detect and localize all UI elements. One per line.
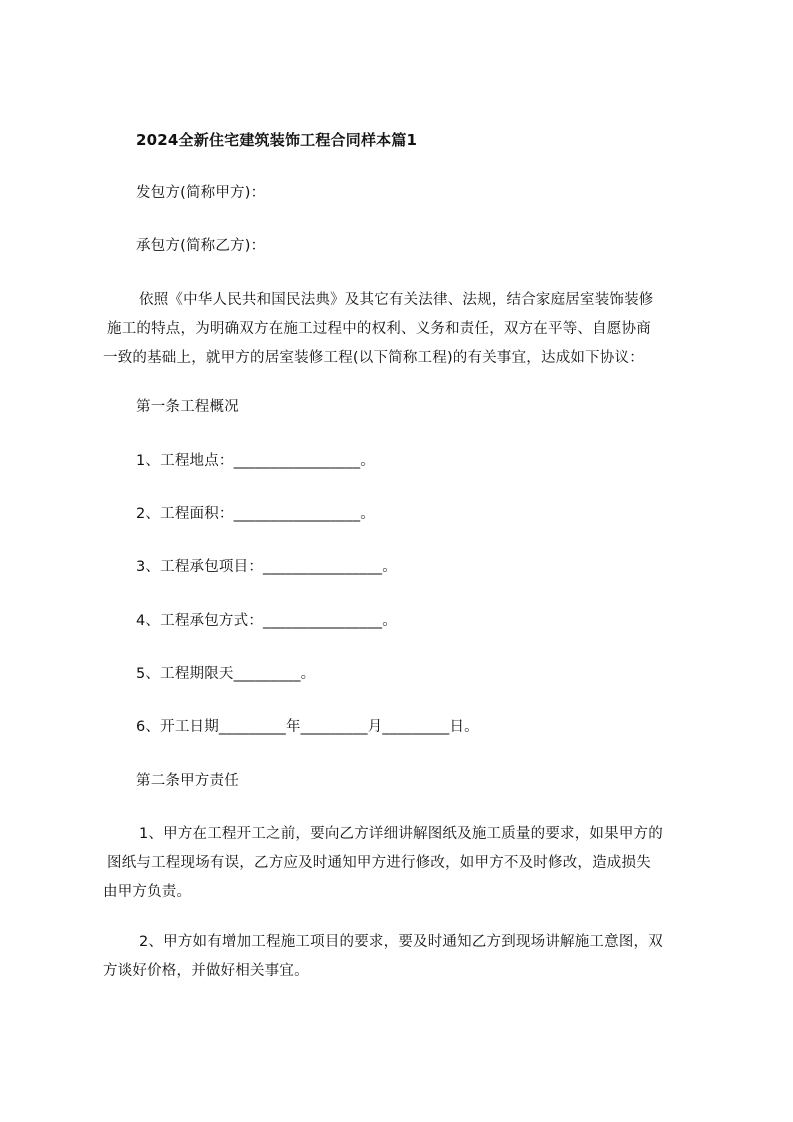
article-1-item-2: 2、工程面积：_________________。 [136, 506, 375, 522]
article-1-heading: 第一条工程概况 [136, 399, 239, 415]
party-a-label: 发包方(简称甲方)： [136, 185, 266, 201]
preamble-line-3: 一致的基础上，就甲方的居室装修工程(以下简称工程)的有关事宜，达成如下协议： [103, 350, 644, 366]
article-1-item-1: 1、工程地点：_________________。 [136, 453, 375, 469]
party-b-label: 承包方(简称乙方)： [136, 238, 266, 254]
article-1-item-6: 6、开工日期_________年_________月_________日。 [136, 719, 479, 735]
article-2-clause-1-line-2: 图纸与工程现场有误，乙方应及时通知甲方进行修改，如甲方不及时修改，造成损失 [107, 855, 651, 871]
preamble-line-2: 施工的特点，为明确双方在施工过程中的权利、义务和责任，双方在平等、自愿协商 [107, 321, 651, 337]
article-1-item-5: 5、工程期限天_________。 [136, 666, 316, 682]
article-2-clause-2-line-2: 方谈好价格，并做好相关事宜。 [103, 963, 309, 979]
article-1-item-3: 3、工程承包项目：________________。 [136, 559, 397, 575]
article-2-clause-1-line-1: 1、甲方在工程开工之前，要向乙方详细讲解图纸及施工质量的要求，如果甲方的 [139, 826, 663, 842]
article-2-clause-2-line-1: 2、甲方如有增加工程施工项目的要求，要及时通知乙方到现场讲解施工意图，双 [139, 934, 663, 950]
document-title: 2024全新住宅建筑装饰工程合同样本篇1 [136, 131, 418, 149]
article-2-clause-1-line-3: 由甲方负责。 [103, 884, 192, 900]
article-1-item-4: 4、工程承包方式：________________。 [136, 613, 397, 629]
preamble-line-1: 依照《中华人民共和国民法典》及其它有关法律、法规，结合家庭居室装饰装修 [139, 292, 654, 308]
article-2-heading: 第二条甲方责任 [136, 773, 239, 789]
